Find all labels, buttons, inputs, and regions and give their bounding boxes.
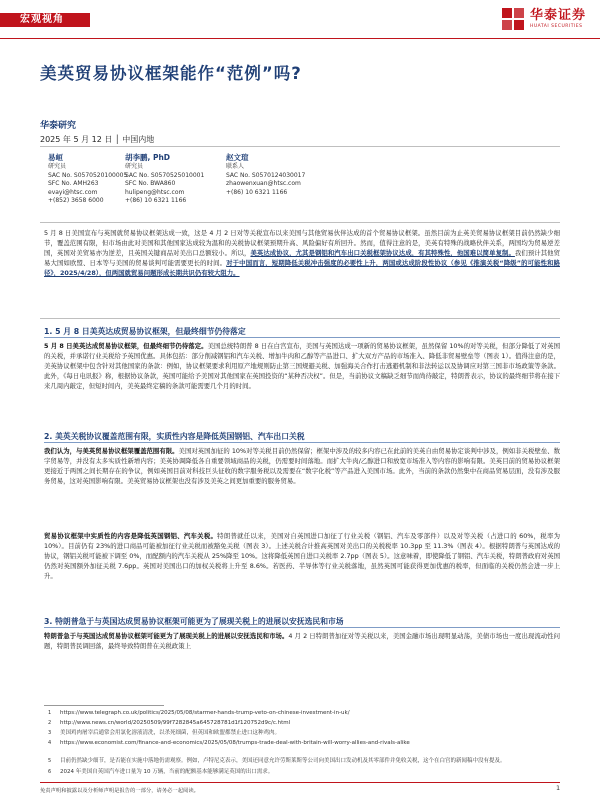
summary-text: 5 月 8 日美国宣布与英国就贸易协议框架达成一致，这是 4 月 2 日对等关税宣布以来美国与其他贸易伙伴达成的首个贸易协议框架。虽然目前为止英美贸易协议框架目前仍然缺少细节，覆盖范围有限，但市场由此对美国和其他国家达成较为温和的关税协议框架预期升高、风险偏好有所回升。然而，值得注意的是，美英有特殊的战略伙伴关系，两国均为贸易逆差国，英国对美贸易亦为逆差，且英国关键商品对美出口总额较小。所以， <box>44 229 560 258</box>
paragraph-body: 4 月 2 日特朗普加征对等关税以来，美国金融市场出现明显动荡，美债市场也一度出现流动性问题，特朗普民调回落，最终导致特朗普在关税政策上 <box>44 632 561 651</box>
logo-name-en: HUATAI SECURITIES <box>529 23 583 29</box>
footnote <box>48 729 560 738</box>
section-heading: 1. 5 月 8 日美英达成贸易协议框架，但最终细节仍待落定 <box>44 327 246 336</box>
section-divider <box>44 337 560 338</box>
analyst-phone: +(852) 3658 6000 <box>48 197 104 205</box>
analyst-role: 联系人 <box>226 163 245 170</box>
analyst-sac: SAC No. S0570124030017 <box>226 171 306 179</box>
analyst-email[interactable]: hulipeng@htsc.com <box>125 188 185 196</box>
paragraph-body: 特朗普就任以来，美国对自英国进口加征了行业关税（钢铝、汽车及零部件）以及对等关税（占进口的 60%，税率为 10%）。目前仍有 23%的进口商品可能被加征行业关税而被豁免关税（图表 3）。上述关税合计推高英国对美出口的关税税率 10.3pp 至 11.3%（图表 4）。根据特朗普与英国达成的协议，钢铝关税可能被下调至 0%，而配额内的汽车关税从 25%降至 10%。这将降低英国自进口关税率 2.7pp（图表 5）。这意味着，即使降低了钢铝、汽车关税，特朗普政府对英国仍然对英国额外加征关税 7.6pp。英国对美国出口的加权关税将上升至 8.6%。若医药、半导体等行业关税落地，虽然英国可能获得更加优惠的税率，但面临的关税仍然会进一步上升。 <box>44 532 561 581</box>
footnote-divider <box>44 705 164 706</box>
analyst-list <box>48 152 548 232</box>
analyst-sac: SAC No. S0570525010001 <box>125 171 205 179</box>
analyst-role: 研究员 <box>125 163 144 170</box>
footnote-number: 3 <box>48 730 52 736</box>
analyst-sac: SAC No. S0570520100005 <box>48 171 128 179</box>
footnote-text: 2024 年美国自英国汽车进口量为 10 万辆，当前的配额基本能够满足英国的出口需求。 <box>60 769 274 775</box>
footnote <box>48 709 560 718</box>
section-paragraph <box>44 631 560 652</box>
footnote-link[interactable]: http://www.news.cn/world/20250509/99f7282845a645728781d1f120752d9c/c.html <box>60 720 291 726</box>
paragraph-lead: 5 月 8 日美英达成贸易协议框架，但最终细节仍待落定。 <box>44 342 208 350</box>
footer-divider <box>40 782 560 783</box>
analyst-name: 赵文瑄 <box>226 153 249 162</box>
footnote <box>48 757 560 766</box>
analyst-phone: +(86) 10 6321 1166 <box>125 197 187 205</box>
section-heading: 3. 特朗普急于与英国达成贸易协议框架可能更为了展现关税上的进展以安抚选民和市场 <box>44 617 344 626</box>
section-heading: 2. 美英关税协议覆盖范围有限，实质性内容是降低英国钢铝、汽车出口关税 <box>44 432 305 441</box>
summary-highlight: 对于中国而言，短期降低关税冲击强度的必要性上升，两国或达成阶段性协议（参见《推演关税“降级”的可能性和路径》，2025/4/28），但两国就贸易问题形成长期共识仍有较大阻力。 <box>44 259 560 278</box>
footnote-number: 6 <box>48 769 52 775</box>
footnote-text: 目前仍然缺少细节，是否能在实施中落地仍需观察。例如，卢特尼克表示，美国还同意允许劳斯莱斯等公司向美国出口发动机及其零部件并免收关税，这个在白宫的新闻稿中没有提及。 <box>60 758 506 764</box>
dateline-divider <box>40 146 560 147</box>
paragraph-body: 美国总统特朗普 8 日在白宫宣布，美国与英国达成一项新的贸易协议框架，虽然保留 10%的对等关税，但部分降低了对英国的关税，并承诺行业关税给予英国优惠。具体包括：部分削减钢铝和汽车关税、增加牛肉和乙醇等产品进口、扩大双方产品的市场准入、降低非贸易壁垒等（图表 1）。值得注意的是，美英协议框架中包含针对其他国家的条款：例如，协议框架要求利用原产地规则防止第三国规避关税、加强海关合作打击逃避机制和非法转运以及协调应对第三国非市场政策等条款。此外，《每日电讯报》称，根据协议条款，英国可能给予美国对其他国家在英国投资的“某种否决权”。但是，当前协议文稿缺乏细节而尚待敲定，特朗普表示，协议的最终细节将在接下来几周内敲定，但短时间内，美英最终定稿的条款可能需要几个月的时间。 <box>44 342 560 391</box>
huatai-logo <box>500 6 586 32</box>
paragraph-lead: 贸易协议框架中实质性的内容是降低英国钢铝、汽车关税。 <box>44 532 218 540</box>
footnote-number: 2 <box>48 720 52 726</box>
summary-highlight: 美英达成协议，尤其是钢铝和汽车出口关税框架协议达成，有其特殊性，他国难以简单复制。 <box>250 249 515 258</box>
summary-bottom-divider <box>40 318 560 319</box>
analyst-phone: +(86) 10 6321 1166 <box>226 188 288 196</box>
analyst-sfc: SFC No. BWA860 <box>125 180 176 188</box>
section-tag: 宏观视角 <box>20 14 64 25</box>
section-paragraph <box>44 531 560 602</box>
analyst-email[interactable]: zhaowenxuan@htsc.com <box>226 180 301 188</box>
report-dateline: 2025 年 5 月 12 日 │ 中国内地 <box>40 135 155 144</box>
footnote-link[interactable]: https://www.telegraph.co.uk/politics/2025/05/08/starmer-hands-trump-veto-on-chinese-investment-in-uk/ <box>60 710 350 716</box>
paragraph-body: 美国对英国加征的 10%对等关税目前仍然保留；框架中涉及的较多内容已在此前的美英自由贸易协定谈判中涉及，例如非关税壁垒、数字贸易等，并没有太多实质性新增内容；美英协调降低各自重要领域商品的关税，仍需要时间落地。而扩大牛肉/乙醇进口和放宽市场准入等内容的影响有限。美英目前的贸易协议框架更接近于两国之间长期存在的争议，例如英国目前对科技巨头征收的数字服务税以及需要在“数字化税”等产品进入美国市场。此外，当前的条款仍然集中在商品贸易层面，没有涉及服务贸易，这对英国影响有限。美英贸易协议框架也没有涉及美英之间更加重要的服务贸易。 <box>44 447 560 486</box>
section-paragraph <box>44 446 560 527</box>
section-divider <box>44 442 560 443</box>
report-header <box>0 0 600 38</box>
report-title: 美英贸易协议框架能作“范例”吗? <box>40 64 302 83</box>
research-brand: 华泰研究 <box>40 121 77 131</box>
footnote-number: 4 <box>48 740 52 746</box>
section-paragraph <box>44 341 560 422</box>
footnote-link[interactable]: https://www.economist.com/finance-and-economics/2025/05/08/trumps-trade-deal-with-britain-will-worry-allies-and-rivals-alike <box>60 740 410 746</box>
footnote <box>48 768 560 777</box>
analyst-name: 易峘 <box>48 153 63 162</box>
summary-paragraph <box>44 228 560 314</box>
logo-mark-icon <box>500 6 526 32</box>
analyst-role: 研究员 <box>48 163 67 170</box>
header-divider <box>0 38 600 39</box>
section-divider <box>44 627 560 628</box>
paragraph-lead: 我们认为，与美英贸易协议框架覆盖范围有限。 <box>44 447 179 455</box>
analyst-sfc: SFC No. AMH263 <box>48 180 99 188</box>
analyst-card <box>226 152 366 197</box>
footnote <box>48 719 560 728</box>
disclaimer: 免责声明和披露以及分析师声明是报告的一部分，请务必一起阅读。 <box>40 788 199 794</box>
analyst-email[interactable]: evayi@htsc.com <box>48 188 98 196</box>
analyst-name: 胡李鹏, PhD <box>125 153 171 162</box>
summary-text: 我们预计其他贸易大国如欧盟、日本等与美国的贸易谈判可能需要更长的时间。 <box>44 249 561 268</box>
footnote-text: 美国鸡肉屠宰后通常会用氯化溶液清洗，以杀死细菌，但英国和欧盟都禁止进口这种鸡肉。 <box>60 730 281 736</box>
page-number: 1 <box>556 784 561 792</box>
paragraph-lead: 特朗普急于与英国达成贸易协议框架可能更为了展现关税上的进展以安抚选民和市场。 <box>44 632 289 640</box>
footnote-number: 1 <box>48 710 52 716</box>
footnote-number: 5 <box>48 758 52 764</box>
footnote <box>48 739 560 756</box>
logo-name-cn: 华泰证券 <box>529 7 586 23</box>
summary-top-divider <box>40 222 560 223</box>
